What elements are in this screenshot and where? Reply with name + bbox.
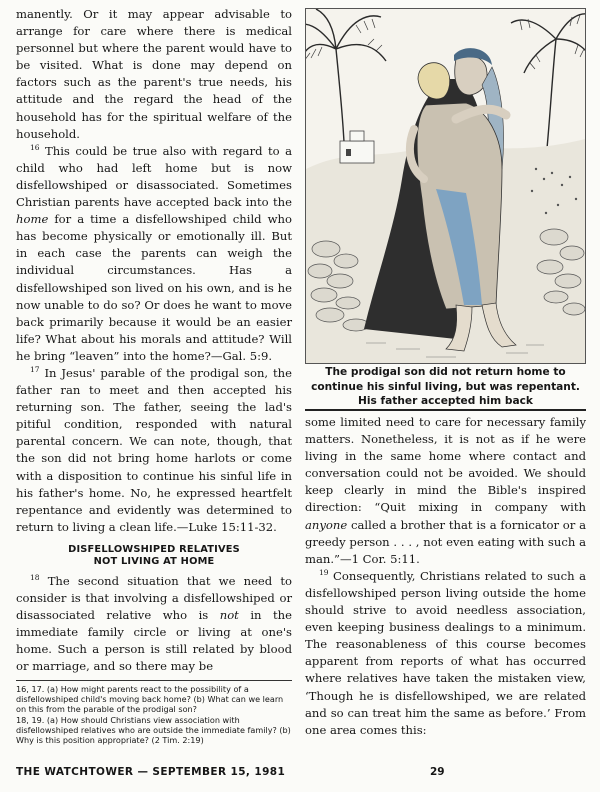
- paragraph-number: 16: [30, 142, 40, 152]
- paragraph-19: $^{19}$ Consequently, Christians related to such a disfellowshiped person living outside the home should strive to avoid needless association, even keeping business dealings to a minimum. The reasonableness of this course becomes apparent from reports of what has occurred where relatives have taken the mistaken view, ‘Though he is disfellowshiped, we are related and so can treat him the same as before.’ From one area comes this:: [305, 567, 587, 737]
- paragraph-number: 18: [30, 573, 40, 583]
- paragraph-number: 19: [319, 567, 329, 577]
- divider: [305, 409, 586, 411]
- footnotes: [16, 680, 292, 745]
- paragraph-18: $^{18}$ The second situation that we need to consider is that involving a disfellowshiped or disassociated relative who is not in the immediate family circle or living at one's home. Such a person is still related by blood or marriage, and so there may be: [16, 573, 292, 674]
- footnote: 16, 17. (a) How might parents react to the possibility of a disfellowshiped child's moving back home? (b) What can we learn on this from the parable of the prodigal son?: [16, 684, 284, 715]
- paragraph-16: $^{16}$ This could be true also with regard to a child who had left home but is now disfellowshiped or disassociated. Sometimes Christian parents have accepted back into the home for a time a disfellowshiped child who has become physically or emotionally ill. But in each case the parents can weigh the individual circumstances. Has a disfellowshiped son lived on his own, and is he now unable to do so? Or does he want to move back primarily because it would be an easier life? What about his morals and attitude? Will he bring “leaven” into the home?—Gal. 5:9.: [16, 142, 293, 363]
- running-footer: THE WATCHTOWER — SEPTEMBER 15, 1981: [16, 766, 286, 778]
- paragraph-continuation: manently. Or it may appear advisable to arrange for care where there is medical personnel but where the parent would have to be visited. What is done may depend on factors such as the parent's true needs, his attitude and the regard the head of the household has for the spiritual welfare of the household.: [16, 7, 292, 141]
- left-column: [16, 6, 292, 675]
- illustration-caption: The prodigal son did not return home to continue his sinful living, but was repentant. His father accepted him back: [311, 366, 580, 407]
- prodigal-son-illustration: [305, 8, 586, 364]
- paragraph-number: 17: [30, 365, 40, 375]
- paragraph-continuation: some limited need to care for necessary family matters. Nonetheless, it is not as if he were living in the same home where contact and conversation could not be avoided. We should keep clearly in mind the Bible's inspired direction: “Quit mixing in company with anyone called a brother that is a fornicator or a greedy person . . . , not even eating with such a man.”—1 Cor. 5:11.: [305, 415, 586, 566]
- section-heading: DISFELLOWSHIPED RELATIVES NOT LIVING AT HOME: [68, 543, 240, 568]
- page-number: 29: [430, 766, 445, 778]
- right-column: [305, 414, 586, 739]
- footnote: 18, 19. (a) How should Christians view association with disfellowshiped relatives who are outside the immediate family? (b) Why is this position appropriate? (2 Tim. 2:19): [16, 714, 291, 746]
- paragraph-17: $^{17}$ In Jesus' parable of the prodigal son, the father ran to meet and then accepted his returning son. The father, seeing the lad's pitiful condition, responded with natural parental concern. We can note, though, that the son did not bring home harlots or come with a disposition to continue his sinful life in his father's home. No, he expressed heartfelt repentance and evidently was determined to return to living a clean life.—Luke 15:11-32.: [16, 365, 292, 534]
